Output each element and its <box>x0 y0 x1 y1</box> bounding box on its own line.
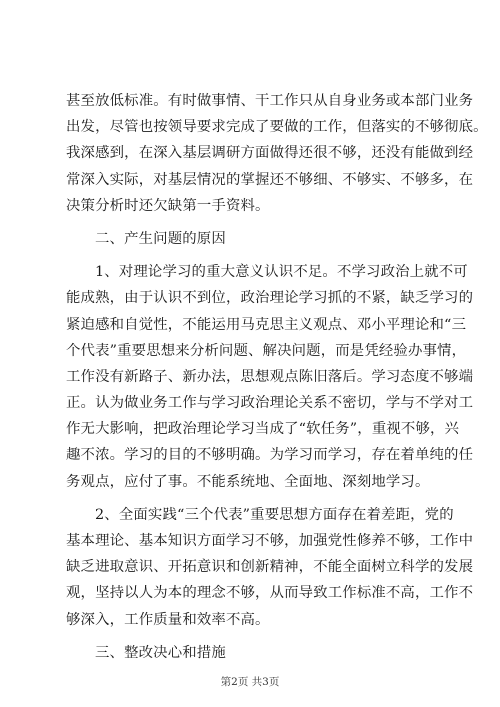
section-heading: 二、产生问题的原因 <box>95 230 226 247</box>
text-line: 我深感到，在深入基层调研方面做得还很不够，还没有能做到经 <box>66 145 474 162</box>
paragraph-cause-2 <box>66 502 474 633</box>
text-line: 缺乏进取意识、开拓意识和创新精神，不能全面树立科学的发展 <box>66 559 474 576</box>
text-line: 决策分析时还欠缺第一手资料。 <box>66 197 270 214</box>
text-line: 工作没有新路子、新办法，思想观点陈旧落后。学习态度不够端 <box>66 368 474 385</box>
text-line: 2、全面实践“三个代表”重要思想方面存在着差距，党的 <box>95 506 454 523</box>
text-line: 能成熟，由于认识不到位，政治理论学习抓的不紧，缺乏学习的 <box>66 290 474 307</box>
text-line: 出发，尽管也按领导要求完成了要做的工作，但落实的不够彻底。 <box>66 119 488 136</box>
text-line: 甚至放低标准。有时做事情、干工作只从自身业务或本部门业务 <box>66 93 474 109</box>
text-line: 务观点，应付了事。不能系统地、全面地、深刻地学习。 <box>66 473 430 490</box>
page-footer: 第2页 共3页 <box>220 676 280 688</box>
section-heading: 三、整改决心和措施 <box>95 644 226 661</box>
text-line: 正。认为做业务工作与学习政治理论关系不密切，学与不学对工 <box>66 395 474 412</box>
paragraph-shortcomings-continued <box>66 88 488 219</box>
document-body <box>66 88 488 666</box>
text-line: 紧迫感和自觉性，不能运用马克思主义观点、邓小平理论和“三 <box>66 316 467 333</box>
paragraph-cause-1 <box>66 259 474 495</box>
section-heading-causes <box>66 226 438 252</box>
text-line: 作无大影响，把政治理论学习当成了“软任务”，重视不够，兴 <box>66 421 460 438</box>
section-heading-measures <box>66 640 438 666</box>
text-line: 个代表”重要思想来分析问题、解决问题，而是凭经验办事情， <box>66 342 467 359</box>
text-line: 1、对理论学习的重大意义认识不足。不学习政治上就不可 <box>95 264 468 281</box>
text-line: 常深入实际，对基层情况的掌握还不够细、不够实、不够多，在 <box>66 171 474 188</box>
text-line: 观，坚持以人为本的理念不够，从而导致工作标准不高，工作不 <box>66 585 474 602</box>
text-line: 趣不浓。学习的目的不够明确。为学习而学习，存在着单纯的任 <box>66 447 474 464</box>
text-line: 够深入，工作质量和效率不高。 <box>66 611 270 628</box>
text-line: 基本理论、基本知识方面学习不够，加强党性修养不够，工作中 <box>66 533 474 549</box>
